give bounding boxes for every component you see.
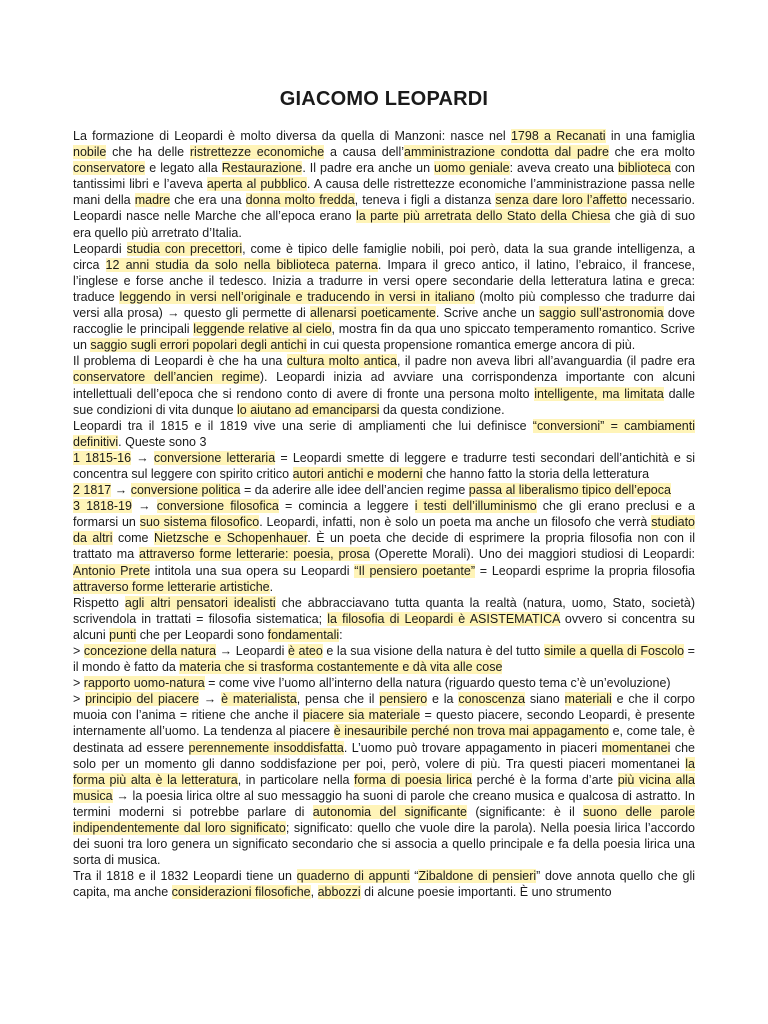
highlighted-text: conservatore	[73, 161, 146, 176]
highlighted-text: “Il pensiero poetante”	[354, 563, 475, 578]
highlighted-text: suo sistema filosofico	[139, 515, 260, 530]
text-segment: che ha delle	[106, 145, 190, 160]
paragraph	[73, 643, 695, 675]
highlighted-text: intelligente, ma limitata	[534, 386, 664, 401]
highlighted-text: concezione della natura	[83, 644, 217, 658]
highlighted-text: uomo geniale	[434, 161, 510, 176]
highlighted-text: nobile	[73, 145, 107, 160]
paragraph	[73, 868, 695, 900]
text-segment: a causa dell’	[324, 145, 405, 160]
paragraph	[73, 241, 695, 354]
text-segment: →	[111, 483, 131, 498]
text-segment: , pensa che il	[296, 692, 380, 707]
text-segment: >	[73, 692, 86, 707]
highlighted-text: è ateo	[287, 644, 323, 658]
highlighted-text: la filosofia di Leopardi è ASISTEMATICA	[327, 611, 560, 626]
text-segment: e la sua visione della natura è del tutto	[322, 644, 545, 658]
highlighted-text: donna molto fredda	[245, 193, 355, 208]
text-segment: , come è tipico delle famiglie nobili, poi però, data la sua grande intelligenza, a circa	[73, 241, 695, 272]
text-segment: , mostra fin da qua uno spiccato temperamento romantico. Scrive un	[73, 322, 695, 353]
highlighted-text: più vicina alla musica	[73, 772, 695, 803]
highlighted-text: la parte più arretrata dello Stato della Chiesa	[355, 209, 611, 224]
highlighted-text: perennemente insoddisfatta	[188, 740, 344, 755]
text-segment: con tantissimi libri e l’aveva	[73, 161, 695, 192]
text-segment: , teneva i figli a distanza	[354, 193, 496, 208]
text-segment: = da aderire alle idee dell’ancien regime	[240, 483, 469, 498]
highlighted-text: lo aiutano ad emanciparsi	[237, 402, 380, 417]
text-segment: dalle sue condizioni di vita dunque	[73, 386, 695, 417]
highlighted-text: conservatore dell’ancien regime	[73, 370, 260, 385]
text-segment: . L’uomo può trovare appagamento in piaceri	[343, 740, 602, 755]
text-segment: :	[339, 627, 343, 642]
highlighted-text: senza dare loro l’affetto	[495, 193, 627, 208]
page-title: GIACOMO LEOPARDI	[279, 88, 489, 110]
text-segment: = questo piacere, secondo Leopardi, è presente internamente all’uomo. La tendenza al piacere	[73, 708, 695, 739]
text-segment: (molto più complesso che tradurre dai versi alla prosa) → questo gli permette di	[73, 289, 695, 321]
highlighted-text: forma di poesia lirica	[354, 772, 473, 787]
highlighted-text: ristrettezze economiche	[189, 145, 325, 160]
highlighted-text: momentanei	[601, 740, 671, 755]
text-segment: . Leopardi, infatti, non è solo un poeta ma anche un filosofo che verrà	[259, 515, 652, 530]
text-segment: . A causa delle ristrettezze economiche l’amministrazione passa nelle mani della	[73, 177, 695, 208]
paragraph	[73, 675, 695, 691]
text-segment: .	[269, 579, 274, 594]
highlighted-text: passa al liberalismo tipico dell’epoca	[468, 483, 671, 498]
highlighted-text: 1 1815-16	[73, 450, 132, 465]
text-segment: = Leopardi esprime la propria filosofia	[475, 563, 695, 578]
text-segment: in cui questa propensione romantica emerge ancora di più.	[306, 338, 636, 353]
text-segment: >	[73, 676, 84, 691]
text-segment: ,	[310, 885, 318, 900]
highlighted-text: fondamentali	[267, 627, 340, 642]
text-segment: . Impara il greco antico, il latino, l’ebraico, il francese, l’inglese e forse anche il tedesco. Inizia a tradurre in versi opere secondarie della letteratura latina e greca: traduce	[73, 257, 695, 304]
text-segment: = Leopardi smette di leggere e tradurre testi secondari dell’antichità e si concentra sul leggere con spirito critico	[73, 450, 695, 481]
text-segment: = come vive l’uomo all’interno della natura (riguardo questo tema c’è un’evoluzione)	[204, 676, 671, 691]
highlighted-text: conoscenza	[458, 692, 526, 707]
highlighted-text: suono delle parole indipendentemente dal loro significato	[73, 804, 695, 836]
highlighted-text: studiato da altri	[73, 515, 695, 546]
highlighted-text: leggende relative al cielo	[193, 322, 332, 337]
paragraph	[73, 128, 695, 241]
text-segment: necessario. Leopardi nasce nelle Marche che all’epoca erano	[73, 193, 695, 224]
text-segment: Leopardi tra il 1815 e il 1819 vive una serie di ampliamenti che lui definisce	[73, 418, 533, 433]
text-segment: La formazione di Leopardi è molto diversa da quella di Manzoni: nasce nel	[73, 129, 511, 143]
text-segment: che gli erano preclusi e a formarsi un	[73, 499, 695, 530]
text-segment: →	[198, 692, 222, 707]
paragraph	[73, 595, 695, 643]
text-segment: che abbracciavano tutta quanta la realtà (natura, uomo, Stato, società) scrivendola in trattati = filosofia sistematica;	[73, 595, 695, 626]
text-segment: →	[131, 499, 157, 514]
highlighted-text: è inesauribile perché non trova mai appagamento	[333, 724, 609, 739]
text-segment: siano	[525, 692, 565, 707]
highlighted-text: conversione politica	[130, 483, 241, 498]
text-segment: , in particolare nella	[237, 772, 355, 787]
text-segment: Rispetto	[73, 595, 125, 610]
text-segment: >	[73, 644, 84, 658]
text-segment: intitola una sua opera su Leopardi	[150, 563, 355, 578]
paragraph	[73, 450, 695, 482]
text-segment: . Scrive anche un	[435, 306, 540, 321]
text-segment: , il padre non aveva libri all’avanguardia (il padre era	[396, 354, 696, 369]
text-segment: che per Leopardi sono	[136, 627, 268, 642]
text-segment: e legato alla	[145, 161, 222, 176]
highlighted-text: abbozzi	[317, 885, 361, 900]
text-segment: perché è la forma d’arte	[472, 772, 618, 787]
paragraph	[73, 353, 695, 417]
text-segment: ). Leopardi inizia ad avviare una corrispondenza importante con alcuni intellettuali dell’epoca che si rendono conto di avere di fronte una persona molto	[73, 370, 696, 401]
text-segment: che solo per un momento gli danno soddisfazione per poi, però, volere di più. Tra questi piaceri momentanei	[73, 740, 695, 771]
highlighted-text: conversione filosofica	[156, 499, 279, 514]
text-segment: di alcune poesie importanti. È uno strumento	[360, 885, 612, 900]
text-segment: che era molto	[608, 145, 695, 160]
highlighted-text: Restaurazione	[221, 161, 303, 176]
highlighted-text: 3 1818-19	[73, 499, 132, 514]
text-segment: come	[112, 531, 154, 546]
highlighted-text: materiali	[564, 692, 612, 707]
highlighted-text: Nietzsche e Schopenhauer	[153, 531, 308, 546]
paragraph	[73, 482, 695, 498]
highlighted-text: 1798 a Recanati	[510, 129, 606, 143]
highlighted-text: “conversioni” = cambiamenti definitivi	[73, 418, 695, 449]
highlighted-text: quaderno di appunti	[296, 869, 410, 884]
highlighted-text: considerazioni filosofiche	[171, 885, 311, 900]
paragraph	[73, 691, 695, 868]
highlighted-text: rapporto uomo-natura	[83, 676, 205, 691]
highlighted-text: agli altri pensatori idealisti	[124, 595, 276, 610]
highlighted-text: autonomia del significante	[312, 804, 468, 819]
highlighted-text: madre	[134, 193, 171, 208]
highlighted-text: simile a quella di Foscolo	[544, 644, 685, 658]
highlighted-text: aperta al pubblico	[206, 177, 307, 192]
text-segment: . È un poeta che decide di esprimere la propria filosofia non con il trattato ma	[73, 531, 695, 562]
text-segment: che hanno fatto la storia della letteratura	[422, 466, 650, 481]
text-segment: da questa condizione.	[379, 402, 505, 417]
text-segment: Il problema di Leopardi è che ha una	[73, 354, 287, 369]
text-segment: →	[131, 450, 154, 465]
text-segment: = comincia a leggere	[278, 499, 415, 514]
highlighted-text: biblioteca	[618, 161, 671, 176]
text-segment: ” dove annota quello che gli capita, ma anche	[73, 869, 696, 900]
highlighted-text: saggio sull’astronomia	[539, 306, 664, 321]
highlighted-text: punti	[109, 627, 137, 642]
text-segment: → la poesia lirica oltre al suo messaggio ha suoni di parole che creano musica e qualcosa di astratto. In termini moderni si potrebbe parlare di	[73, 788, 695, 819]
text-segment: e, come tale, è destinata ad essere	[73, 724, 696, 755]
text-segment: (Operette Morali). Uno dei maggiori studiosi di Leopardi:	[369, 547, 695, 562]
highlighted-text: 2 1817	[73, 483, 112, 498]
text-segment: in una famiglia	[605, 129, 695, 143]
text-segment: dove raccoglie le principali	[73, 306, 695, 337]
paragraph	[73, 418, 695, 450]
highlighted-text: cultura molto antica	[286, 354, 397, 369]
text-segment: : aveva creato una	[509, 161, 618, 176]
highlighted-text: materia che si trasforma costantemente e dà vita alle cose	[179, 660, 503, 675]
highlighted-text: piacere sia materiale	[302, 708, 421, 723]
text-segment: = il mondo è fatto da	[73, 644, 695, 675]
paragraph	[73, 498, 695, 595]
text-segment: . Il padre era anche un	[302, 161, 435, 176]
highlighted-text: saggio sugli errori popolari degli antichi	[90, 338, 307, 353]
text-segment: e che il corpo muoia con l’anima = ritiene che anche il	[73, 692, 695, 723]
highlighted-text: i testi dell’illuminismo	[414, 499, 537, 514]
highlighted-text: autori antichi e moderni	[292, 466, 423, 481]
text-segment: che era una	[170, 193, 246, 208]
highlighted-text: pensiero	[379, 692, 428, 707]
highlighted-text: attraverso forme letterarie: poesia, prosa	[139, 547, 370, 562]
text-segment: → Leopardi	[216, 644, 288, 658]
text-segment: “	[409, 869, 419, 884]
highlighted-text: 12 anni studia da solo nella biblioteca paterna	[105, 257, 378, 272]
highlighted-text: leggendo in versi nell’originale e traducendo in versi in italiano	[119, 289, 475, 304]
highlighted-text: la forma più alta è la letteratura	[73, 756, 695, 787]
highlighted-text: Antonio Prete	[73, 563, 151, 578]
highlighted-text: principio del piacere	[85, 692, 199, 707]
highlighted-text: conversione letteraria	[153, 450, 276, 465]
highlighted-text: attraverso forme letterarie artistiche	[73, 579, 270, 594]
highlighted-text: Zibaldone di pensieri	[418, 869, 537, 884]
document-body	[73, 128, 695, 901]
text-segment: Leopardi	[73, 241, 127, 256]
text-segment: e la	[427, 692, 459, 707]
text-segment: ovvero si concentra su alcuni	[73, 611, 695, 642]
text-segment: ; significato: quello che vuole dire la parola). Nella poesia lirica l’accordo dei suoni tra loro genera un significato secondario che si associa a quello principale e fa della poesia lirica una sorta di musica.	[73, 821, 695, 868]
text-segment: (significante: è il	[467, 804, 584, 819]
text-segment: Tra il 1818 e il 1832 Leopardi tiene un	[73, 869, 297, 884]
highlighted-text: è materialista	[221, 692, 297, 707]
text-segment: . Queste sono 3	[118, 434, 207, 449]
highlighted-text: studia con precettori	[126, 241, 243, 256]
highlighted-text: allenarsi poeticamente	[310, 306, 436, 321]
highlighted-text: amministrazione condotta dal padre	[404, 145, 609, 160]
text-segment: che già di suo era quello più arretrato d’Italia.	[73, 209, 696, 240]
